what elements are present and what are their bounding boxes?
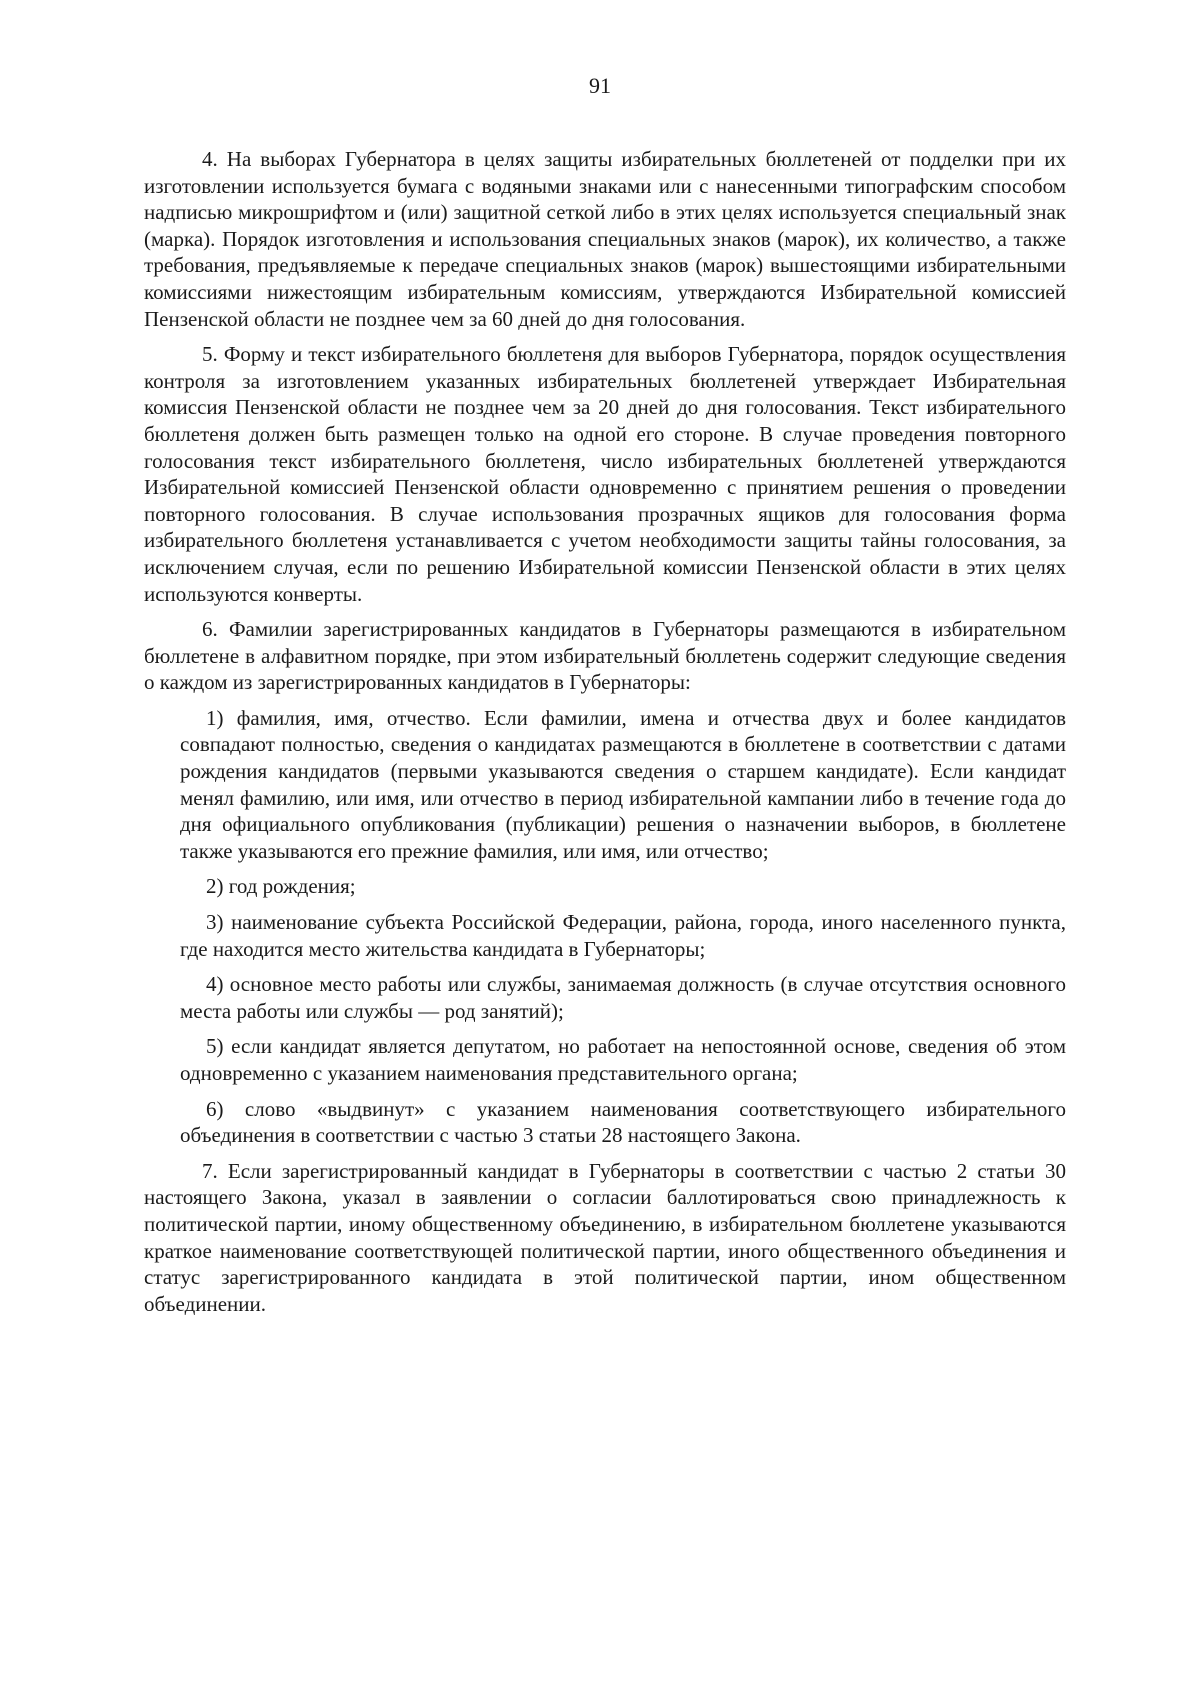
- document-body: [144, 146, 1066, 1326]
- paragraph-7: 7. Если зарегистрированный кандидат в Губернаторы в соответствии с частью 2 статьи 30 настоящего Закона, указал в заявлении о согласии баллотироваться свою принадлежность к политической партии, иному общественному объединению, в избирательном бюллетене указываются краткое наименование соответствующей политической партии, иного общественного объединения и статус зарегистрированного кандидата в этой политической партии, ином общественном объединении.: [144, 1158, 1066, 1316]
- paragraph-4: 4. На выборах Губернатора в целях защиты избирательных бюллетеней от подделки при их изготовлении используется бумага с водяными знаками или с нанесенными типографским способом надписью микрошрифтом и (или) защитной сеткой либо в этих целях используется специальный знак (марка). Порядок изготовления и использования специальных знаков (марок), их количество, а также требования, предъявляемые к передаче специальных знаков (марок) вышестоящими избирательными комиссиями нижестоящим избирательным комиссиям, утверждаются Избирательной комиссией Пензенской области не позднее чем за 60 дней до дня голосования.: [144, 147, 1066, 331]
- list-item: 1) фамилия, имя, отчество. Если фамилии, имена и отчества двух и более кандидатов совпадают полностью, сведения о кандидатах размещаются в бюллетене в соответствии с датами рождения кандидатов (первыми указываются сведения о старшем кандидате). Если кандидат менял фамилию, или имя, или отчество в период избирательной кампании либо в течение года до дня официального опубликования (публикации) решения о назначении выборов, в бюллетене также указываются его прежние фамилия, или имя, или отчество;: [180, 705, 1066, 863]
- list-item: 4) основное место работы или службы, занимаемая должность (в случае отсутствия основного места работы или службы — род занятий);: [180, 972, 1066, 1023]
- list-item: 3) наименование субъекта Российской Федерации, района, города, иного населенного пункта, где находится место жительства кандидата в Губернаторы;: [180, 910, 1066, 961]
- list-item: 5) если кандидат является депутатом, но работает на непостоянной основе, сведения об этом одновременно с указанием наименования представительного органа;: [180, 1034, 1066, 1085]
- page-number: 91: [589, 73, 611, 98]
- paragraph-5: 5. Форму и текст избирательного бюллетеня для выборов Губернатора, порядок осуществления контроля за изготовлением указанных избирательных бюллетеней утверждает Избирательная комиссия Пензенской области не позднее чем за 20 дней до дня голосования. Текст избирательного бюллетеня должен быть размещен только на одной его стороне. В случае проведения повторного голосования текст избирательного бюллетеня, число избирательных бюллетеней утверждаются Избирательной комиссией Пензенской области одновременно с принятием решения о проведении повторного голосования. В случае использования прозрачных ящиков для голосования форма избирательного бюллетеня устанавливается с учетом необходимости защиты тайны голосования, за исключением случая, если по решению Избирательной комиссии Пензенской области в этих целях используются конверты.: [144, 342, 1066, 606]
- list-item: 6) слово «выдвинут» с указанием наименования соответствующего избирательного объединения в соответствии с частью 3 статьи 28 настоящего Закона.: [180, 1096, 1066, 1148]
- list-item: 2) год рождения;: [206, 874, 356, 899]
- paragraph-6: 6. Фамилии зарегистрированных кандидатов в Губернаторы размещаются в избирательном бюллетене в алфавитном порядке, при этом избирательный бюллетень содержит следующие сведения о каждом из зарегистрированных кандидатов в Губернаторы:: [144, 617, 1066, 695]
